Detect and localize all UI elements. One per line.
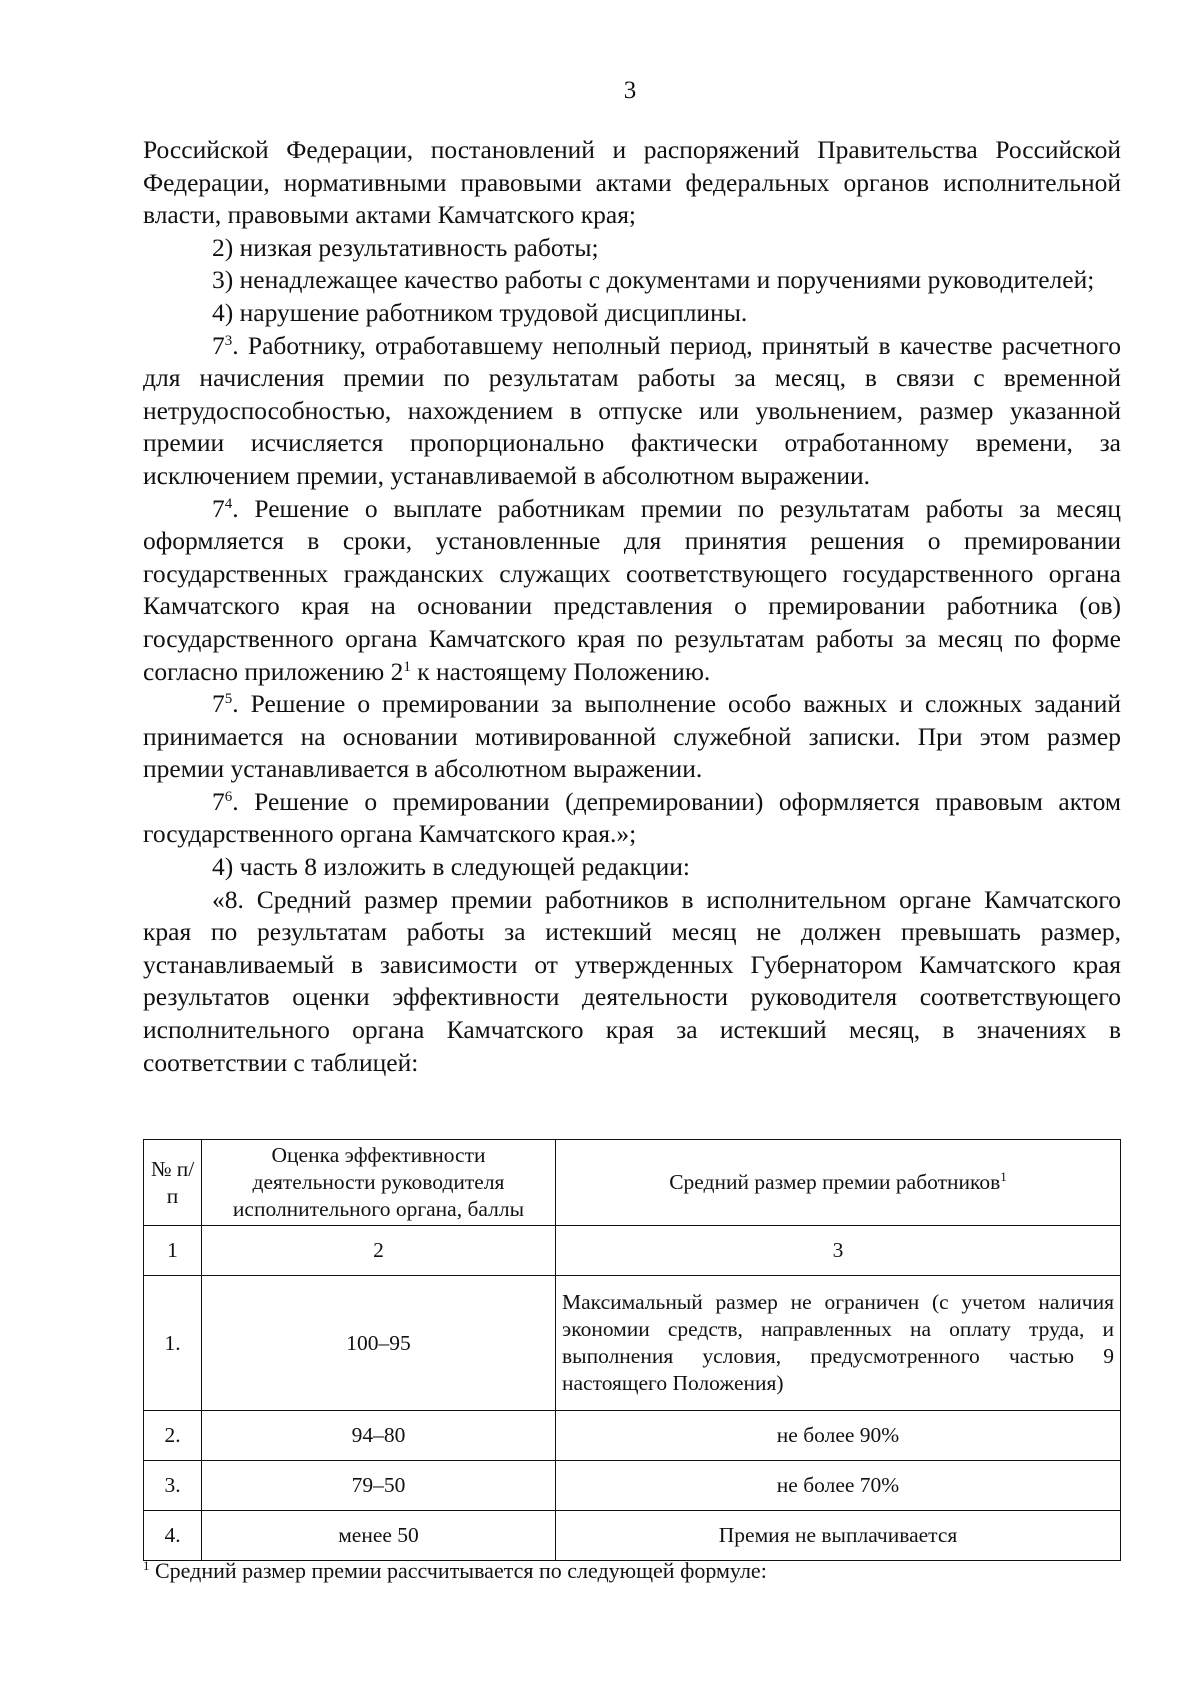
table-cell-number: 3. (144, 1461, 202, 1511)
table-cell-number: 4. (144, 1511, 202, 1561)
document-body (143, 134, 1121, 1079)
footnote-text: Средний размер премии рассчитывается по следующей формуле: (149, 1558, 767, 1583)
table-row (144, 1276, 1121, 1411)
paragraph-text: . Решение о премировании (депремировании) оформляется правовым актом государственного органа Камчатского края.»; (143, 786, 1121, 849)
table-cell-premium: не более 90% (556, 1411, 1121, 1461)
paragraph: 4) нарушение работником трудовой дисциплины. (212, 297, 748, 327)
paragraph-text: . Решение о премировании за выполнение особо важных и сложных заданий принимается на основании мотивированной служебной записки. При этом размер премии устанавливается в абсолютном выражении. (143, 689, 1121, 784)
clause-number: 7 (212, 493, 225, 523)
header-cell-score: Оценка эффективности деятельности руководителя исполнительного органа, баллы (202, 1140, 556, 1226)
table-row (144, 1461, 1121, 1511)
table-cell-number: 2. (144, 1411, 202, 1461)
table-cell-premium: не более 70% (556, 1461, 1121, 1511)
paragraph (143, 688, 1121, 786)
appendix-superscript: 1 (403, 658, 411, 675)
table-header-row (144, 1140, 1121, 1226)
paragraph-text: к настоящему Положению. (410, 656, 711, 686)
clause-superscript: 3 (224, 332, 233, 349)
footnote-marker: 1 (1000, 1169, 1007, 1184)
clause-superscript: 6 (224, 788, 233, 805)
clause-number: 7 (212, 689, 225, 719)
table-cell-premium: Максимальный размер не ограничен (с учетом наличия экономии средств, направленных на оплату труда, и выполнения условия, предусмотренного частью 9 настоящего Положения) (556, 1276, 1121, 1411)
table-cell-score: 94–80 (202, 1411, 556, 1461)
table-row (144, 1511, 1121, 1561)
page-number: 3 (623, 77, 637, 104)
paragraph-text: . Работнику, отработавшему неполный период, принятый в качестве расчетного для начисления премии по результатам работы за месяц, в связи с временной нетрудоспособностью, нахождением в отпуске или увольнением, размер указанной премии исчисляется пропорционально фактически отработанному времени, за исключением премии, устанавливаемой в абсолютном выражении. (143, 330, 1121, 490)
clause-number: 7 (212, 330, 225, 360)
paragraph: 4) часть 8 изложить в следующей редакции: (212, 852, 690, 882)
table-cell-score: 100–95 (202, 1276, 556, 1411)
paragraph (143, 786, 1121, 851)
paragraph (143, 493, 1121, 689)
footnote (143, 1557, 1121, 1585)
paragraph-text: . Решение о выплате работникам премии по результатам работы за месяц оформляется в сроки, установленные для принятия решения о премировании государственных гражданских служащих соответствующего государственного органа Камчатского края на основании представления о премировании работника (ов) государственного органа Камчатского края по результатам работы за месяц по форме согласно приложению 2 (143, 493, 1121, 686)
header-cell-premium-text: Средний размер премии работников (669, 1170, 1001, 1194)
table-cell: 2 (202, 1226, 556, 1276)
paragraph: 2) низкая результативность работы; (212, 232, 599, 262)
table-cell-score: менее 50 (202, 1511, 556, 1561)
paragraph: 3) ненадлежащее качество работы с документами и поручениями руководителей; (212, 265, 1095, 295)
table-cell: 1 (144, 1226, 202, 1276)
paragraph: Российской Федерации, постановлений и распоряжений Правительства Российской Федерации, нормативными правовыми актами федеральных органов исполнительной власти, правовыми актами Камчатского края; (143, 135, 1121, 230)
table-row (144, 1411, 1121, 1461)
paragraph (143, 330, 1121, 493)
paragraph: «8. Средний размер премии работников в исполнительном органе Камчатского края по результатам работы за истекший месяц не должен превышать размер, устанавливаемый в зависимости от утвержденных Губернатором Камчатского края результатов оценки эффективности деятельности руководителя соответствующего исполнительного органа Камчатского края за истекший месяц, в значениях в соответствии с таблицей: (143, 884, 1121, 1077)
clause-superscript: 5 (224, 691, 233, 708)
clause-number: 7 (212, 786, 225, 816)
table-cell-score: 79–50 (202, 1461, 556, 1511)
table-cell-number: 1. (144, 1276, 202, 1411)
table-cell-premium: Премия не выплачивается (556, 1511, 1121, 1561)
header-cell-number: № п/п (144, 1140, 202, 1226)
clause-superscript: 4 (224, 495, 233, 512)
header-cell-premium (556, 1140, 1121, 1226)
table-number-row (144, 1226, 1121, 1276)
premium-table (143, 1139, 1121, 1561)
table-cell: 3 (556, 1226, 1121, 1276)
footnote-marker: 1 (143, 1558, 150, 1573)
